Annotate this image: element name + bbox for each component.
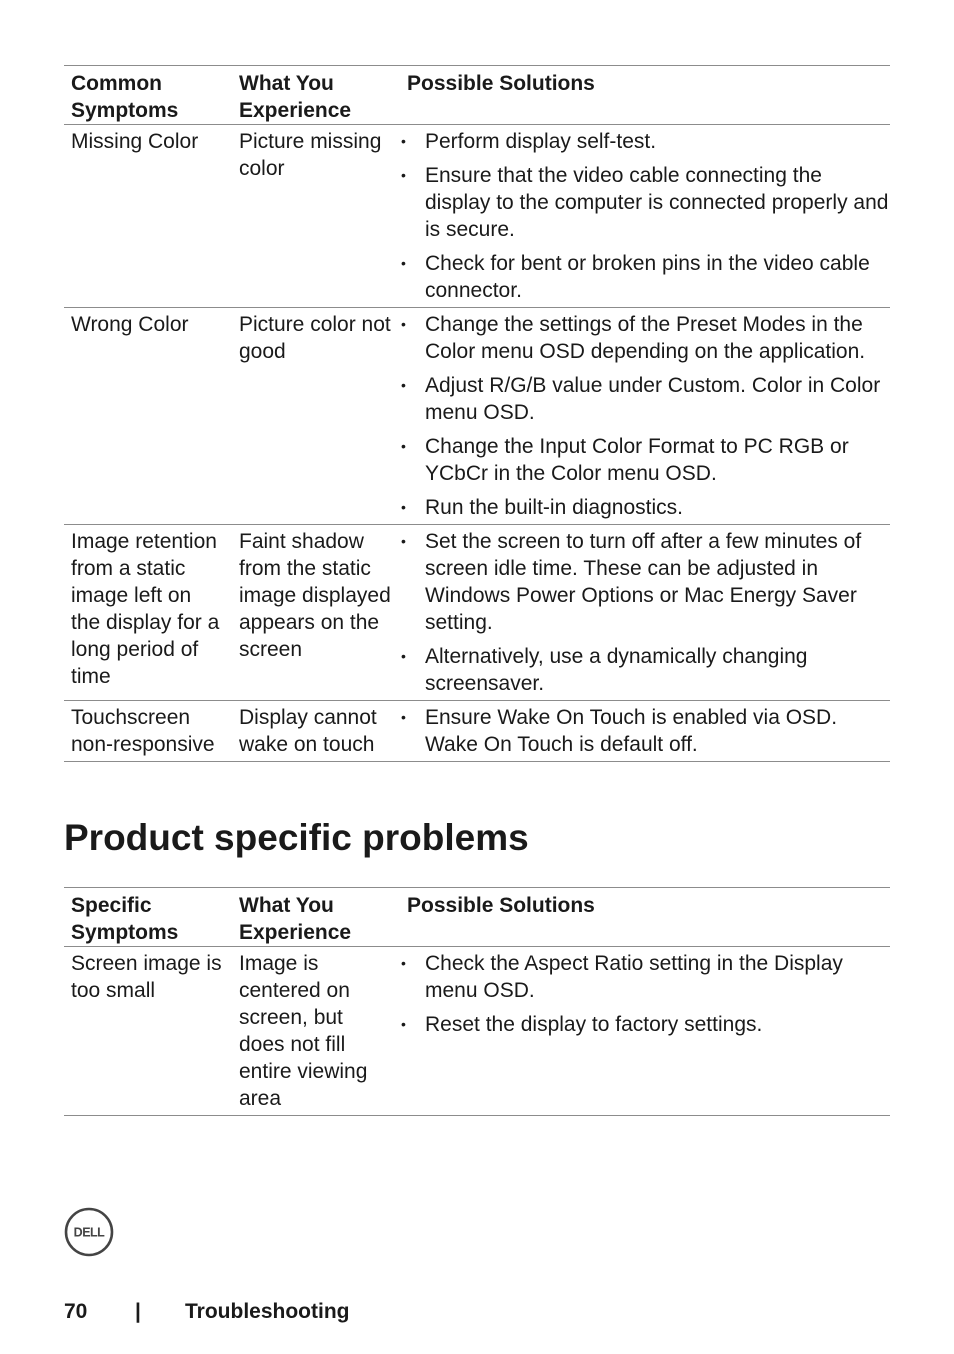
column-header-symptoms: Common Symptoms: [64, 66, 232, 125]
product-specific-table: [64, 887, 890, 1116]
experience-cell: Image is centered on screen, but does not fill entire viewing area: [232, 947, 400, 1116]
table-row: [64, 525, 890, 701]
symptom-cell: Screen image is too small: [64, 947, 232, 1116]
solution-item: • Adjust R/G/B value under Custom. Color in Color menu OSD.: [400, 372, 890, 426]
solutions-cell: [400, 308, 890, 525]
solution-item: • Ensure Wake On Touch is enabled via OSD. Wake On Touch is default off.: [400, 704, 890, 758]
solution-item: • Reset the display to factory settings.: [400, 1011, 890, 1038]
table-row: [64, 947, 890, 1116]
column-header-experience: What You Experience: [232, 66, 400, 125]
solution-item: • Check the Aspect Ratio setting in the Display menu OSD.: [400, 950, 890, 1004]
common-symptoms-table: [64, 65, 890, 762]
solution-item: • Change the Input Color Format to PC RGB or YCbCr in the Color menu OSD.: [400, 433, 890, 487]
solutions-cell: [400, 525, 890, 701]
column-header-experience: What You Experience: [232, 888, 400, 947]
experience-cell: Picture missing color: [232, 125, 400, 308]
page-number: 70: [64, 1300, 88, 1323]
experience-cell: Display cannot wake on touch: [232, 701, 400, 762]
solution-item: • Change the settings of the Preset Modes in the Color menu OSD depending on the application.: [400, 311, 890, 365]
column-header-solutions: Possible Solutions: [400, 888, 890, 947]
solution-item: • Set the screen to turn off after a few minutes of screen idle time. These can be adjusted in Windows Power Options or Mac Energy Saver setting.: [400, 528, 890, 636]
solutions-cell: [400, 947, 890, 1116]
experience-cell: Faint shadow from the static image displayed appears on the screen: [232, 525, 400, 701]
dell-logo-icon: [64, 1207, 114, 1257]
column-header-symptoms: Specific Symptoms: [64, 888, 232, 947]
table-header-row: [64, 888, 890, 947]
symptom-cell: Missing Color: [64, 125, 232, 308]
dell-logo-text: DELL: [73, 1225, 105, 1240]
solutions-cell: [400, 125, 890, 308]
symptom-cell: Touchscreen non-responsive: [64, 701, 232, 762]
solution-item: • Perform display self-test.: [400, 128, 890, 155]
footer-section-title: Troubleshooting: [185, 1300, 350, 1323]
table-row: [64, 701, 890, 762]
solutions-cell: [400, 701, 890, 762]
solution-item: • Ensure that the video cable connecting the display to the computer is connected properly and is secure.: [400, 162, 890, 243]
solution-item: • Check for bent or broken pins in the video cable connector.: [400, 250, 890, 304]
table-row: [64, 125, 890, 308]
table-row: [64, 308, 890, 525]
solution-item: • Alternatively, use a dynamically changing screensaver.: [400, 643, 890, 697]
table-header-row: [64, 66, 890, 125]
section-heading: Product specific problems: [64, 817, 529, 858]
symptom-cell: Image retention from a static image left on the display for a long period of time: [64, 525, 232, 701]
footer-separator: |: [135, 1300, 141, 1323]
solution-item: • Run the built-in diagnostics.: [400, 494, 890, 521]
experience-cell: Picture color not good: [232, 308, 400, 525]
symptom-cell: Wrong Color: [64, 308, 232, 525]
column-header-solutions: Possible Solutions: [400, 66, 890, 125]
